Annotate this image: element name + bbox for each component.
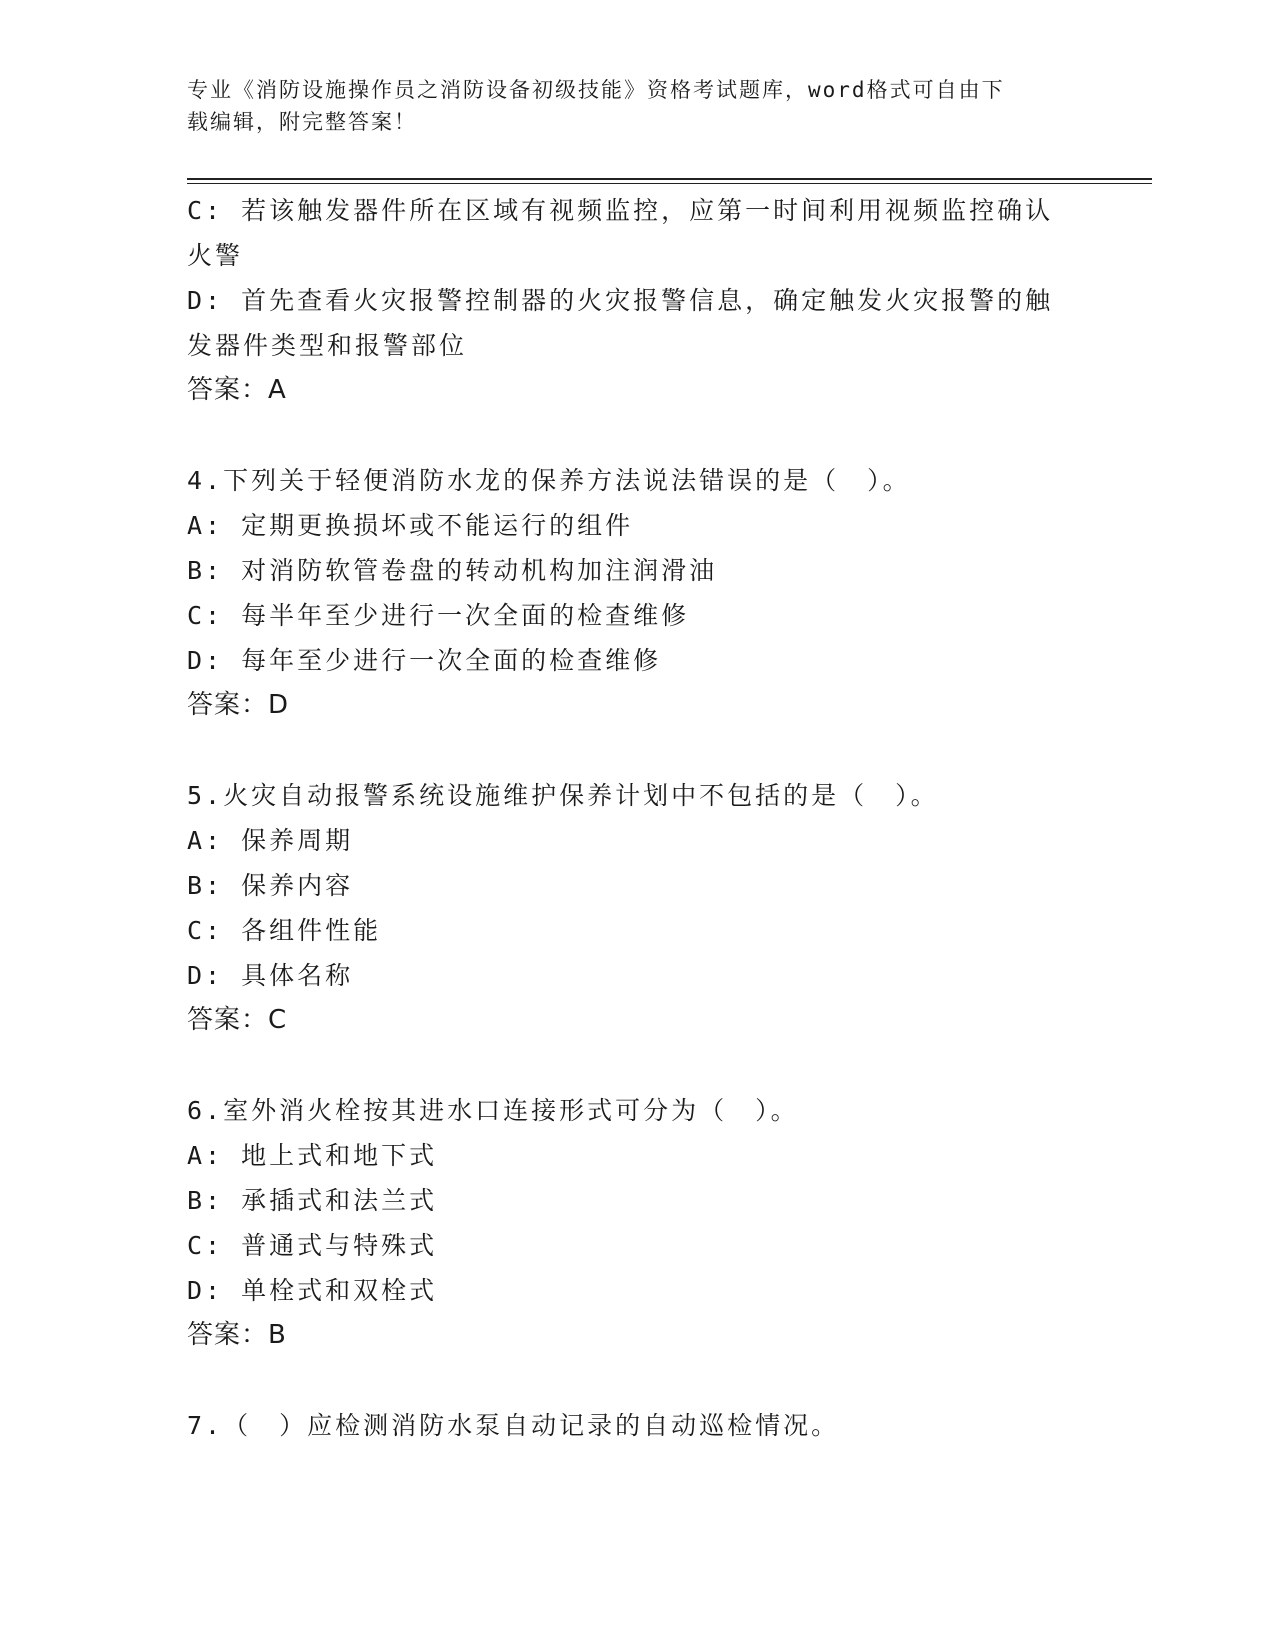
spacer <box>187 728 1087 773</box>
question-list <box>187 188 1087 1448</box>
option-a: A: 地上式和地下式 <box>187 1141 438 1170</box>
header-divider-thin <box>187 183 1152 184</box>
question-5 <box>187 773 1087 1043</box>
option-a: A: 定期更换损坏或不能运行的组件 <box>187 511 634 540</box>
header-divider-thick <box>187 178 1152 180</box>
question-6 <box>187 1088 1087 1358</box>
spacer <box>187 1043 1087 1088</box>
question-3-fragment <box>187 188 1087 413</box>
document-header <box>187 74 1067 138</box>
option-d-line-2: 发器件类型和报警部位 <box>187 331 468 360</box>
option-d: D: 具体名称 <box>187 961 354 990</box>
question-stem: 5.火灾自动报警系统设施维护保养计划中不包括的是（ ）。 <box>187 781 939 810</box>
option-b: B: 承插式和法兰式 <box>187 1186 438 1215</box>
answer-line: 答案：B <box>187 1320 287 1350</box>
header-line-1: 专业《消防设施操作员之消防设备初级技能》资格考试题库，word格式可自由下 <box>187 78 1005 102</box>
option-d-line-1: D: 首先查看火灾报警控制器的火灾报警信息，确定触发火灾报警的触 <box>187 286 1054 315</box>
option-a: A: 保养周期 <box>187 826 354 855</box>
answer-line: 答案：A <box>187 375 287 405</box>
option-c-line-1: C: 若该触发器件所在区域有视频监控，应第一时间利用视频监控确认 <box>187 196 1054 225</box>
question-7 <box>187 1403 1087 1448</box>
option-c-line-2: 火警 <box>187 241 244 270</box>
answer-line: 答案：D <box>187 690 290 720</box>
option-c: C: 每半年至少进行一次全面的检查维修 <box>187 601 690 630</box>
question-stem: 7.（ ）应检测消防水泵自动记录的自动巡检情况。 <box>187 1411 840 1440</box>
option-c: C: 普通式与特殊式 <box>187 1231 438 1260</box>
option-b: B: 对消防软管卷盘的转动机构加注润滑油 <box>187 556 718 585</box>
option-c: C: 各组件性能 <box>187 916 382 945</box>
option-b: B: 保养内容 <box>187 871 354 900</box>
option-d: D: 单栓式和双栓式 <box>187 1276 438 1305</box>
question-stem: 4.下列关于轻便消防水龙的保养方法说法错误的是（ ）。 <box>187 466 911 495</box>
answer-line: 答案：C <box>187 1005 288 1035</box>
spacer <box>187 413 1087 458</box>
question-4 <box>187 458 1087 728</box>
option-d: D: 每年至少进行一次全面的检查维修 <box>187 646 662 675</box>
spacer <box>187 1358 1087 1403</box>
question-stem: 6.室外消火栓按其进水口连接形式可分为（ ）。 <box>187 1096 799 1125</box>
header-line-2: 载编辑，附完整答案！ <box>187 110 417 134</box>
